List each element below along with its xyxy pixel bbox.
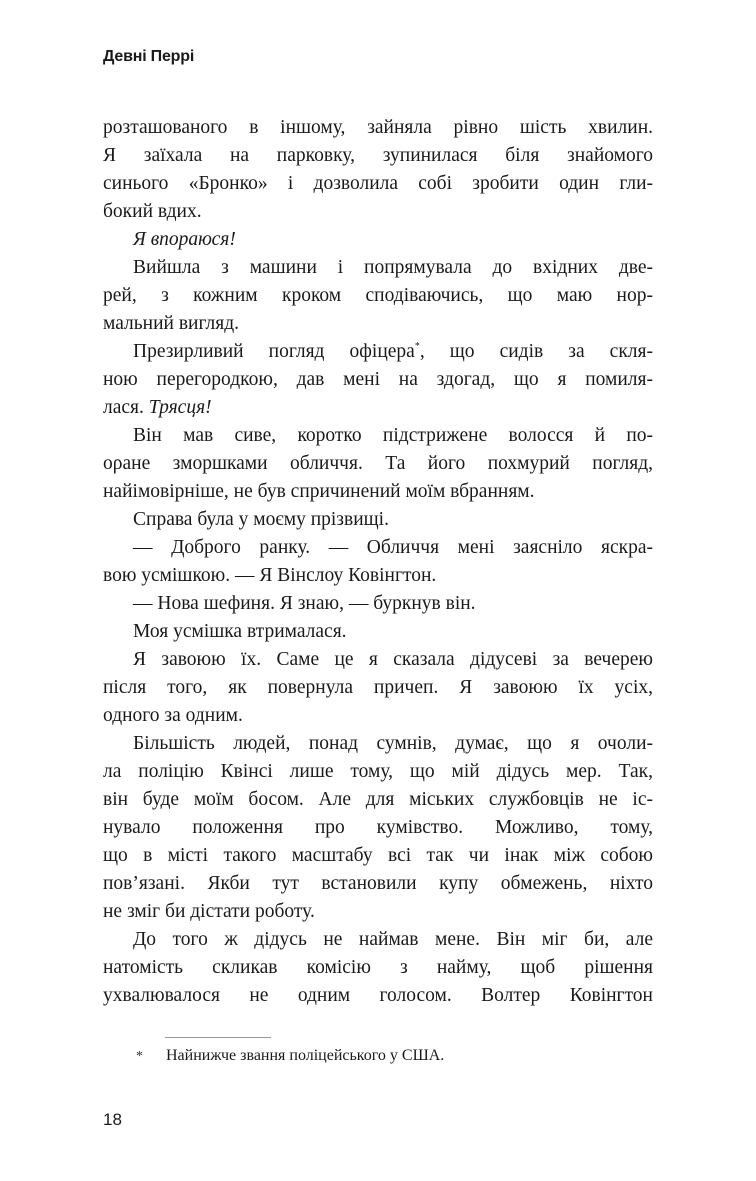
text-segment: не зміг би дістати роботу. <box>103 901 315 922</box>
text-segment: натомість скликав комісію з найму, щоб рішення <box>103 957 653 978</box>
text-line <box>103 562 653 590</box>
text-segment: , що сидів за скля- <box>419 341 653 362</box>
text-line <box>103 282 653 310</box>
text-line <box>103 870 653 898</box>
text-segment: розташованого в іншому, зайняла рівно шість хвилин. <box>103 117 653 138</box>
text-line <box>103 618 653 646</box>
text-segment: рей, з кожним кроком сподіваючись, що маю нор- <box>103 285 653 306</box>
body-text <box>103 114 653 1010</box>
text-line <box>103 646 653 674</box>
text-line <box>103 142 653 170</box>
text-segment: лася. <box>103 397 149 418</box>
text-segment: Справа була у моєму прізвищі. <box>133 509 389 530</box>
text-segment: Вийшла з машини і попрямувала до вхідних две- <box>133 257 653 278</box>
text-segment: бокий вдих. <box>103 201 202 222</box>
text-line <box>103 702 653 730</box>
text-segment: ухвалювалося не одним голосом. Волтер Ковінгтон <box>103 985 653 1006</box>
text-line <box>103 366 653 394</box>
text-segment: одного за одним. <box>103 705 243 726</box>
text-line <box>103 954 653 982</box>
footnote-reference: * <box>414 341 420 352</box>
text-line <box>103 450 653 478</box>
text-segment: нувало положення про кумівство. Можливо, тому, <box>103 817 653 838</box>
text-line <box>103 170 653 198</box>
text-segment: синього «Бронко» і дозволила собі зробити один гли- <box>103 173 653 194</box>
footnote-mark: * <box>136 1049 143 1064</box>
text-line <box>103 730 653 758</box>
text-line <box>103 254 653 282</box>
text-segment: Він мав сиве, коротко підстрижене волосся й по- <box>133 425 653 446</box>
text-segment: ною перегородкою, дав мені на здогад, що я помиля- <box>103 369 653 390</box>
text-segment: До того ж дідусь не наймав мене. Він міг би, але <box>133 929 653 950</box>
text-segment: ορане зморшками обличчя. Та його похмурий погляд, <box>103 453 653 474</box>
text-line <box>103 758 653 786</box>
text-line <box>103 674 653 702</box>
text-line <box>103 898 653 926</box>
text-line <box>103 394 653 422</box>
page-number: 18 <box>103 1110 122 1129</box>
text-line <box>103 338 653 366</box>
text-segment: найімовірніше, не був спричинений моїм вбранням. <box>103 481 535 502</box>
italic-text: Трясця! <box>148 397 212 418</box>
text-segment: що в місті такого масштабу всі так чи інак між собою <box>103 845 653 866</box>
text-line <box>103 590 653 618</box>
text-line <box>103 814 653 842</box>
text-line <box>103 786 653 814</box>
running-header: Девні Перрі <box>103 48 195 65</box>
text-segment: — Нова шефиня. Я знаю, — буркнув він. <box>133 593 476 614</box>
text-segment: Моя усмішка втрималася. <box>133 621 347 642</box>
footnote-text: Найнижче звання поліцейського у США. <box>166 1047 445 1064</box>
text-line <box>103 842 653 870</box>
text-segment: пов’язані. Якби тут встановили купу обмежень, ніхто <box>103 873 653 894</box>
italic-text: Я впораюся! <box>133 229 236 250</box>
text-segment: Презирливий погляд офіцера <box>133 341 415 362</box>
text-line <box>103 310 653 338</box>
text-line <box>103 478 653 506</box>
text-segment: Я завоюю їх. Саме це я сказала дідусеві за вечерею <box>133 649 653 670</box>
text-segment: Більшість людей, понад сумнів, думає, що я очоли- <box>133 733 653 754</box>
text-line <box>103 534 653 562</box>
text-segment: — Доброго ранку. — Обличчя мені заясніло яскра- <box>133 537 653 558</box>
footnote <box>136 1047 444 1065</box>
text-line <box>103 506 653 534</box>
text-segment: мальний вигляд. <box>103 313 239 334</box>
text-line <box>103 114 653 142</box>
text-segment: після того, як повернула причеп. Я завоюю їх усіх, <box>103 677 653 698</box>
text-line <box>103 422 653 450</box>
text-line <box>103 926 653 954</box>
footnote-divider <box>165 1037 271 1038</box>
text-line <box>103 198 653 226</box>
text-segment: він буде моїм босом. Але для міських службовців не іс- <box>103 789 653 810</box>
text-line <box>103 226 653 254</box>
text-segment: вою усмішкою. — Я Вінслоу Ковінгтон. <box>103 565 437 586</box>
text-line <box>103 982 653 1010</box>
text-segment: ла поліцію Квінсі лише тому, що мій дідусь мер. Так, <box>103 761 653 782</box>
text-segment: Я заїхала на парковку, зупинилася біля знайомого <box>103 145 653 166</box>
